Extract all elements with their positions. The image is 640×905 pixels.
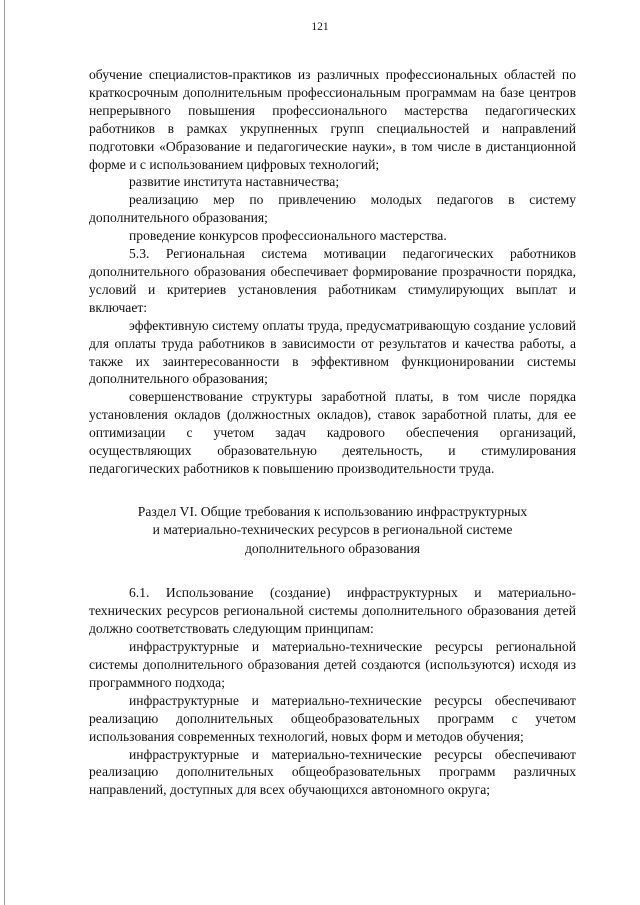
paragraph: совершенствование структуры заработной платы, в том числе порядка установления окладов (должностных окладов), ставок заработной платы, для ее оптимизации с учетом задач кадрового обеспечения организаций, осуществляющих образовательную деятельность, и стимулирования педагогических работников к повышению производительности труда. bbox=[89, 389, 576, 476]
paragraph: проведение конкурсов профессионального мастерства. bbox=[129, 228, 447, 244]
paragraph: инфраструктурные и материально-технические ресурсы региональной системы дополнительного образования детей создаются (используются) исходя из программного подхода; bbox=[89, 639, 576, 690]
paragraph: обучение специалистов-практиков из различных профессиональных областей по краткосрочным дополнительным профессиональным программам на базе центров непрерывного повышения профессионального мастерства педагогических работников в рамках укрупненных групп специальностей и направлений подготовки «Образование и педагогические науки», в том числе в дистанционной форме и с использованием цифровых технологий; bbox=[89, 67, 576, 172]
paragraph: инфраструктурные и материально-технические ресурсы обеспечивают реализацию дополнительных общеобразовательных программ различных направлений, доступных для всех обучающихся автономного округа; bbox=[89, 746, 576, 798]
paragraph: эффективную систему оплаты труда, предусматривающую создание условий для оплаты труда работников в зависимости от результатов и качества работы, а также их заинтересованности в эффективном функционировании системы дополнительного образования; bbox=[89, 317, 576, 387]
paragraph: развитие института наставничества; bbox=[129, 174, 340, 190]
section-heading-line: и материально-технических ресурсов в региональной системе bbox=[152, 522, 513, 538]
section-heading-line: Раздел VI. Общие требования к использованию инфраструктурных bbox=[137, 503, 528, 519]
paragraph: 6.1. Использование (создание) инфраструктурных и материально-технических ресурсов региональной системы дополнительного образования детей должно соответствовать следующим принципам: bbox=[89, 585, 576, 637]
paragraph: инфраструктурные и материально-технические ресурсы обеспечивают реализацию дополнительных общеобразовательных программ с учетом использования современных технологий, новых форм и методов обучения; bbox=[89, 692, 576, 744]
scan-edge-line bbox=[4, 0, 5, 905]
section-heading bbox=[89, 503, 576, 559]
document-body bbox=[89, 66, 576, 799]
page-number: 121 bbox=[311, 21, 329, 33]
paragraph: 5.3. Региональная система мотивации педагогических работников дополнительного образования обеспечивает формирование прозрачности порядка, условий и критериев установления работникам стимулирующих выплат и включает: bbox=[89, 246, 576, 315]
paragraph: реализацию мер по привлечению молодых педагогов в систему дополнительного образования; bbox=[89, 192, 576, 226]
section-heading-line: дополнительного образования bbox=[244, 540, 421, 556]
